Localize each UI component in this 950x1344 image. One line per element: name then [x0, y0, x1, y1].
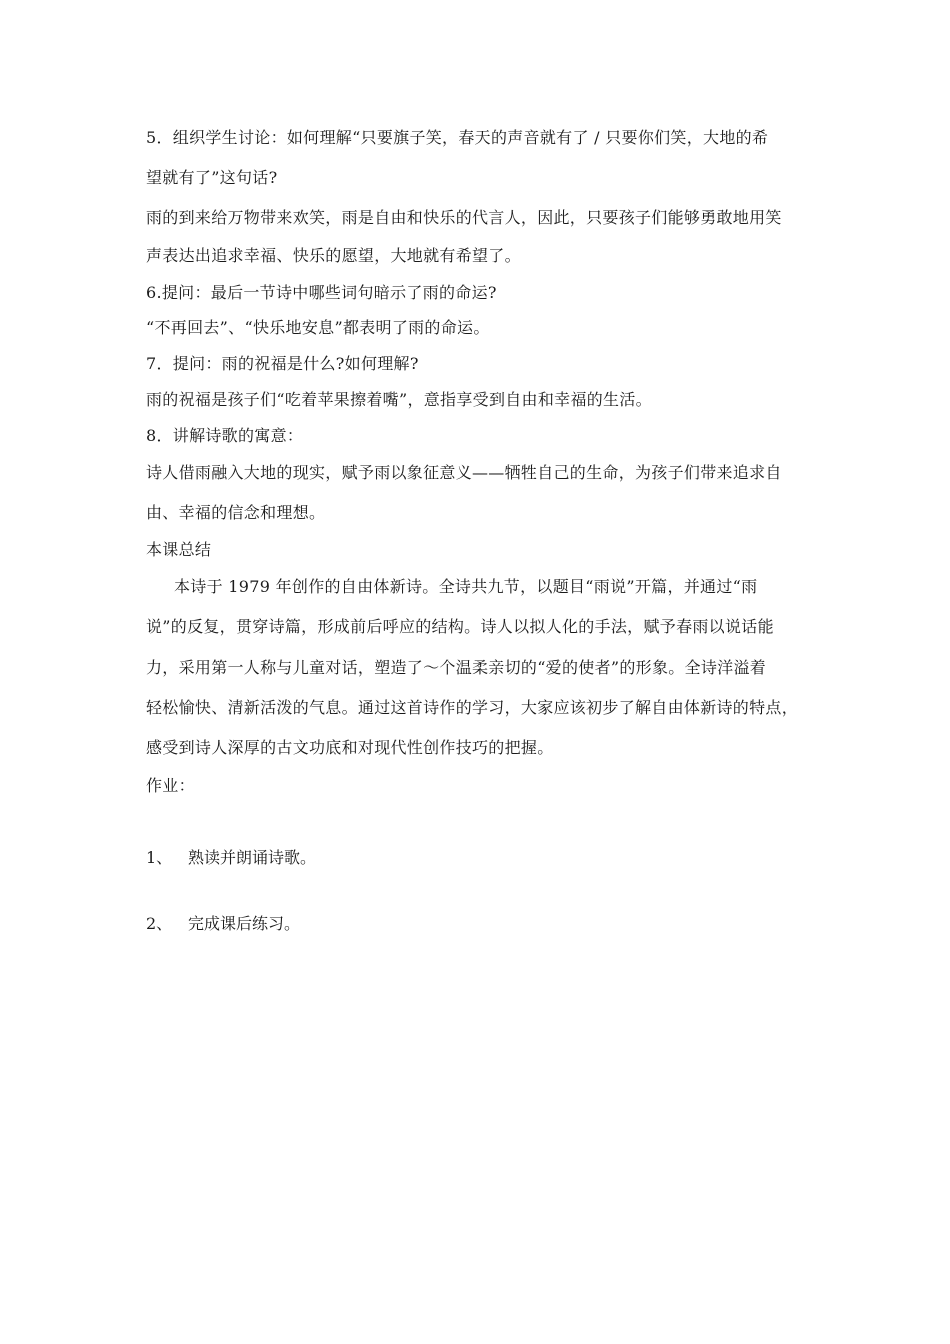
answer-5-line-2: 声表达出追求幸福、快乐的愿望，大地就有希望了。 [146, 246, 521, 265]
homework-item-1-text: 熟读并朗诵诗歌。 [188, 848, 317, 867]
question-5-line-1: 5．组织学生讨论：如何理解“只要旗子笑，春天的声音就有了 / 只要你们笑，大地的希 [146, 128, 769, 147]
section-heading-summary: 本课总结 [146, 540, 212, 559]
summary-line-1: 本诗于 1979 年创作的自由体新诗。全诗共九节，以题目“雨说”开篇，并通过“雨 [174, 577, 758, 596]
homework-heading: 作业： [146, 776, 195, 795]
homework-item-2-number: 2、 [146, 914, 173, 933]
answer-6: “不再回去”、“快乐地安息”都表明了雨的命运。 [146, 318, 490, 337]
answer-7: 雨的祝福是孩子们“吃着苹果擦着嘴”，意指享受到自由和幸福的生活。 [146, 390, 652, 409]
item-8-title: 8．讲解诗歌的寓意： [146, 426, 304, 445]
question-6: 6.提问：最后一节诗中哪些词句暗示了雨的命运? [146, 283, 497, 302]
summary-line-3: 力，采用第一人称与儿童对话，塑造了～个温柔亲切的“爱的使者”的形象。全诗洋溢着 [146, 658, 767, 677]
summary-line-4: 轻松愉快、清新活泼的气息。通过这首诗作的学习，大家应该初步了解自由体新诗的特点， [146, 698, 799, 717]
summary-line-2: 说”的反复，贯穿诗篇，形成前后呼应的结构。诗人以拟人化的手法，赋予春雨以说话能 [146, 617, 774, 636]
homework-item-1-number: 1、 [146, 848, 173, 867]
item-8-line-2: 由、幸福的信念和理想。 [146, 503, 326, 522]
item-8-line-1: 诗人借雨融入大地的现实，赋予雨以象征意义——牺牲自己的生命，为孩子们带来追求自 [146, 463, 782, 482]
homework-item-2-text: 完成课后练习。 [188, 914, 301, 933]
question-7: 7．提问：雨的祝福是什么?如何理解? [146, 354, 419, 373]
answer-5-line-1: 雨的到来给万物带来欢笑，雨是自由和快乐的代言人，因此，只要孩子们能够勇敢地用笑 [146, 208, 782, 227]
question-5-line-2: 望就有了”这句话? [146, 168, 278, 187]
summary-line-5: 感受到诗人深厚的古文功底和对现代性创作技巧的把握。 [146, 738, 554, 757]
